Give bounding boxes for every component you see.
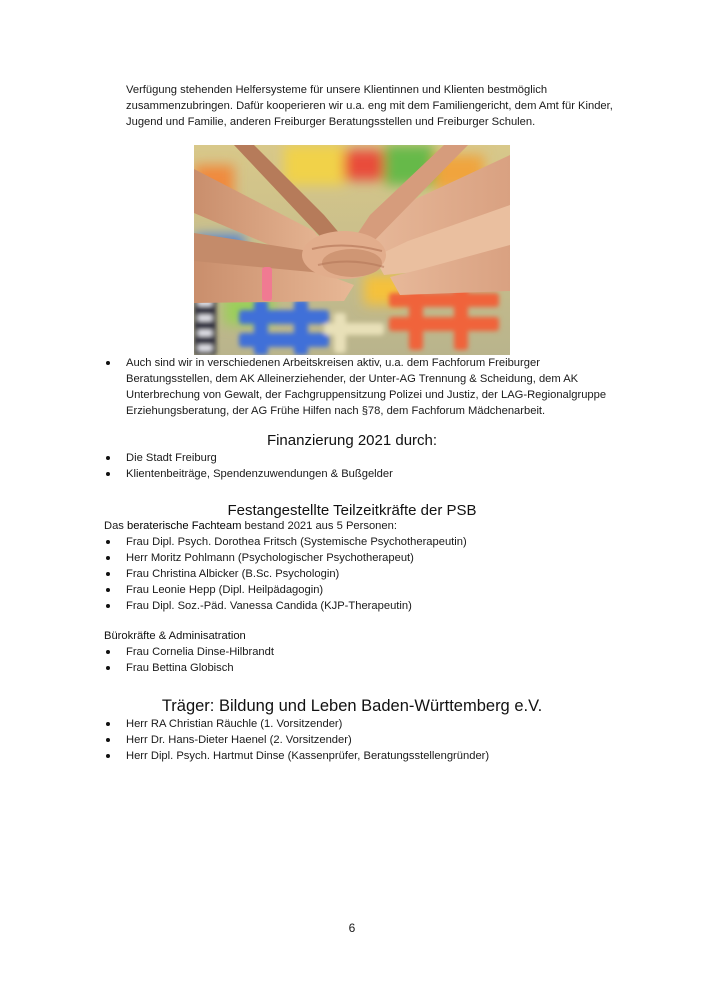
staff-item-text: Frau Dipl. Psych. Dorothea Fritsch (Systemische Psychotherapeutin) bbox=[126, 536, 467, 548]
work-groups-line-2: Beratungsstellen, dem AK Alleinerziehender, der Unter-AG Trennung & Scheidung, dem AK bbox=[126, 373, 579, 385]
staff-list bbox=[104, 534, 467, 614]
list-item bbox=[104, 660, 274, 676]
list-item bbox=[104, 748, 489, 764]
list-item bbox=[104, 732, 489, 748]
bullet-icon bbox=[106, 650, 110, 654]
funding-item-text: Klientenbeiträge, Spendenzuwendungen & Bußgelder bbox=[126, 468, 393, 480]
intro-line-2: zusammenzubringen. Dafür kooperieren wir u.a. eng mit dem Familiengericht, dem Amt für Kinder, bbox=[126, 100, 613, 112]
hands-together-photo bbox=[194, 145, 510, 355]
intro-line-1: Verfügung stehenden Helfersysteme für unsere Klientinnen und Klienten bestmöglich bbox=[126, 84, 548, 96]
bullet-icon bbox=[106, 361, 110, 365]
funding-list bbox=[104, 450, 393, 482]
staff-intro bbox=[104, 518, 397, 534]
bullet-icon bbox=[106, 604, 110, 608]
list-item bbox=[104, 716, 489, 732]
office-item-text: Frau Cornelia Dinse-Hilbrandt bbox=[126, 646, 274, 658]
bullet-icon bbox=[106, 754, 110, 758]
bullet-icon bbox=[106, 556, 110, 560]
work-groups-line-4: Erziehungsberatung, der AG Frühe Hilfen nach §78, dem Fachforum Mädchenarbeit. bbox=[126, 405, 546, 417]
bullet-icon bbox=[106, 472, 110, 476]
staff-intro-team: beraterische Fachteam bbox=[127, 520, 242, 532]
staff-intro-suffix: bestand 2021 aus 5 Personen: bbox=[241, 520, 397, 532]
sponsor-heading: Träger: Bildung und Leben Baden-Württemberg e.V. bbox=[161, 697, 543, 715]
list-item bbox=[104, 566, 467, 582]
staff-item-text: Frau Christina Albicker (B.Sc. Psychologin) bbox=[126, 568, 340, 580]
bullet-icon bbox=[106, 540, 110, 544]
staff-item-text: Herr Moritz Pohlmann (Psychologischer Psychotherapeut) bbox=[126, 552, 414, 564]
list-item bbox=[104, 466, 393, 482]
list-item bbox=[104, 534, 467, 550]
bullet-icon bbox=[106, 572, 110, 576]
intro-line-3: Jugend und Familie, anderen Freiburger Beratungsstellen und Freiburger Schulen. bbox=[126, 116, 536, 128]
page-number: 6 bbox=[348, 921, 356, 935]
sponsor-list bbox=[104, 716, 489, 764]
bullet-icon bbox=[106, 666, 110, 670]
office-heading: Bürokräfte & Adminisatration bbox=[104, 630, 246, 642]
bullet-icon bbox=[106, 738, 110, 742]
funding-item-text: Die Stadt Freiburg bbox=[126, 452, 217, 464]
bullet-icon bbox=[106, 456, 110, 460]
list-item bbox=[104, 550, 467, 566]
sponsor-item-text: Herr RA Christian Räuchle (1. Vorsitzender) bbox=[126, 718, 343, 730]
hands-together-illustration bbox=[194, 145, 510, 355]
funding-heading: Finanzierung 2021 durch: bbox=[266, 432, 438, 449]
staff-heading: Festangestellte Teilzeitkräfte der PSB bbox=[227, 502, 477, 519]
work-groups-list bbox=[104, 355, 644, 419]
list-item bbox=[104, 598, 467, 614]
list-item bbox=[104, 355, 644, 419]
staff-item-text: Frau Dipl. Soz.-Päd. Vanessa Candida (KJP-Therapeutin) bbox=[126, 600, 412, 612]
list-item bbox=[104, 582, 467, 598]
sponsor-item-text: Herr Dipl. Psych. Hartmut Dinse (Kassenprüfer, Beratungsstellengründer) bbox=[126, 750, 490, 762]
office-item-text: Frau Bettina Globisch bbox=[126, 662, 234, 674]
work-groups-line-1: Auch sind wir in verschiedenen Arbeitskreisen aktiv, u.a. dem Fachforum Freiburger bbox=[126, 357, 540, 369]
bullet-icon bbox=[106, 588, 110, 592]
list-item bbox=[104, 644, 274, 660]
office-list bbox=[104, 644, 274, 676]
list-item bbox=[104, 450, 393, 466]
intro-paragraph bbox=[126, 82, 626, 130]
staff-item-text: Frau Leonie Hepp (Dipl. Heilpädagogin) bbox=[126, 584, 324, 596]
work-groups-line-3: Unterbrechung von Gewalt, der Fachgruppensitzung Polizei und Justiz, der LAG-Regionalgruppe bbox=[126, 389, 607, 401]
sponsor-item-text: Herr Dr. Hans-Dieter Haenel (2. Vorsitzender) bbox=[126, 734, 352, 746]
staff-intro-prefix: Das bbox=[104, 520, 128, 532]
bullet-icon bbox=[106, 722, 110, 726]
